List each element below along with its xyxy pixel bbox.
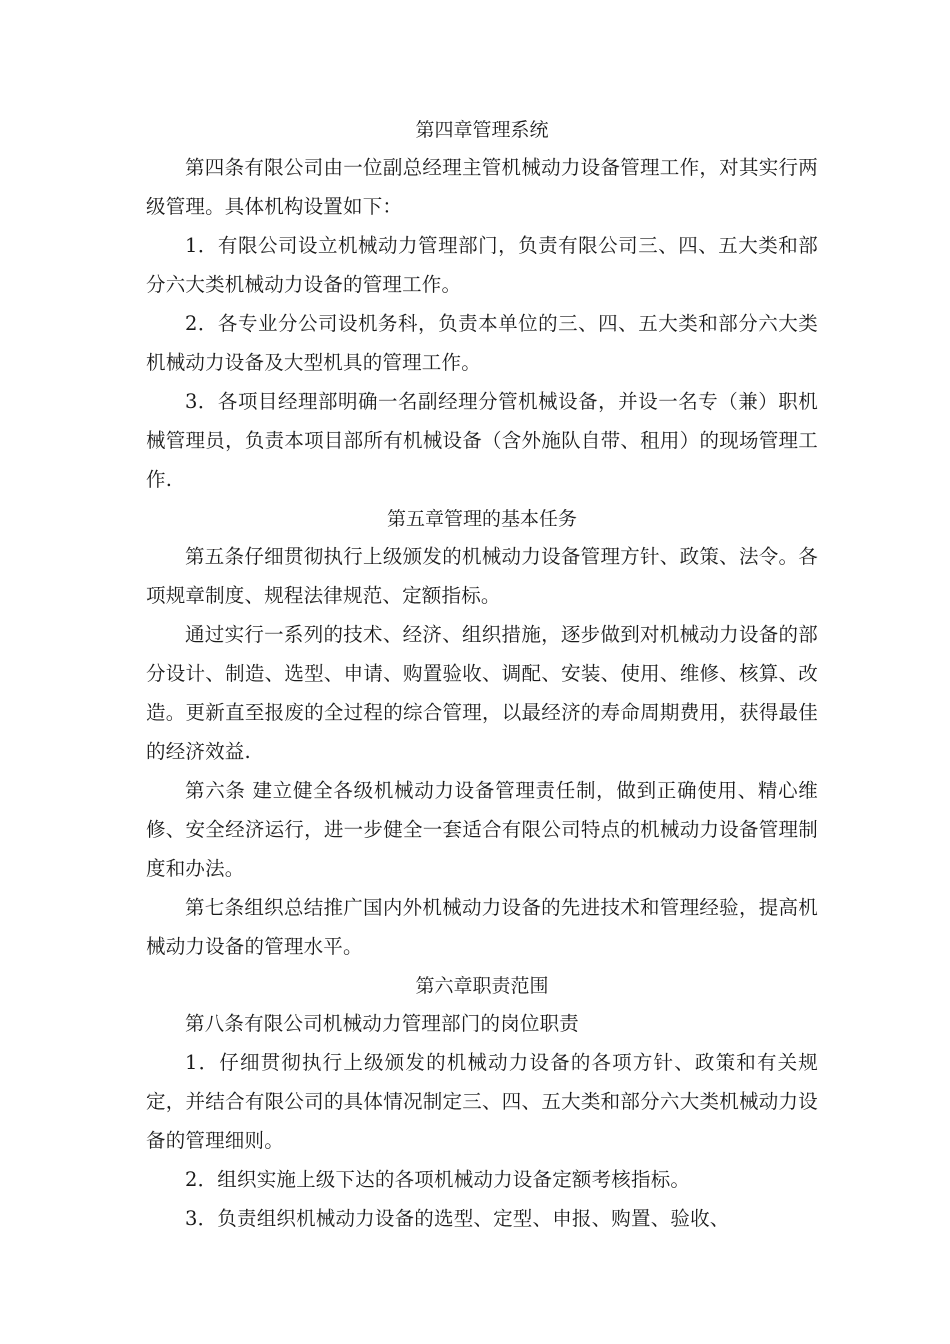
chapter-6 (146, 968, 818, 1238)
article-4-item-1: 1．有限公司设立机械动力管理部门，负责有限公司三、四、五大类和部分六大类机械动力设备的管理工作。 (146, 234, 818, 296)
document-body (146, 112, 818, 1238)
chapter-4 (146, 112, 818, 499)
chapter-4-heading: 第四章管理系统 (415, 119, 549, 141)
chapter-6-heading: 第六章职责范围 (415, 975, 549, 997)
article-8-item-2: 2．组织实施上级下达的各项机械动力设备定额考核指标。 (185, 1168, 691, 1191)
article-5-continuation: 通过实行一系列的技术、经济、组织措施，逐步做到对机械动力设备的部分设计、制造、选型、申请、购置验收、调配、安装、使用、维修、核算、改造。更新直至报废的全过程的综合管理，以最经济的寿命周期费用，获得最佳的经济效益. (146, 623, 818, 763)
article-6-paragraph: 第六条 建立健全各级机械动力设备管理责任制，做到正确使用、精心维修、安全经济运行，进一步健全一套适合有限公司特点的机械动力设备管理制度和办法。 (146, 779, 818, 880)
article-8-item-1: 1．仔细贯彻执行上级颁发的机械动力设备的各项方针、政策和有关规定，并结合有限公司的具体情况制定三、四、五大类和部分六大类机械动力设备的管理细则。 (146, 1051, 818, 1152)
chapter-5-heading: 第五章管理的基本任务 (386, 508, 577, 530)
article-8-item-3: 3．负责组织机械动力设备的选型、定型、申报、购置、验收、 (185, 1207, 730, 1230)
article-5-paragraph: 第五条仔细贯彻执行上级颁发的机械动力设备管理方针、政策、法令。各项规章制度、规程法律规范、定额指标。 (146, 545, 818, 607)
article-7-paragraph: 第七条组织总结推广国内外机械动力设备的先进技术和管理经验，提高机械动力设备的管理水平。 (146, 896, 818, 958)
article-4-paragraph: 第四条有限公司由一位副总经理主管机械动力设备管理工作，对其实行两级管理。具体机构设置如下： (146, 156, 818, 218)
article-4-item-2: 2．各专业分公司设机务科，负责本单位的三、四、五大类和部分六大类机械动力设备及大型机具的管理工作。 (146, 312, 818, 374)
chapter-5 (146, 501, 818, 966)
article-4-item-3: 3．各项目经理部明确一名副经理分管机械设备，并设一名专（兼）职机械管理员，负责本项目部所有机械设备（含外施队自带、租用）的现场管理工作. (146, 390, 818, 491)
article-8-paragraph: 第八条有限公司机械动力管理部门的岗位职责 (185, 1012, 580, 1035)
